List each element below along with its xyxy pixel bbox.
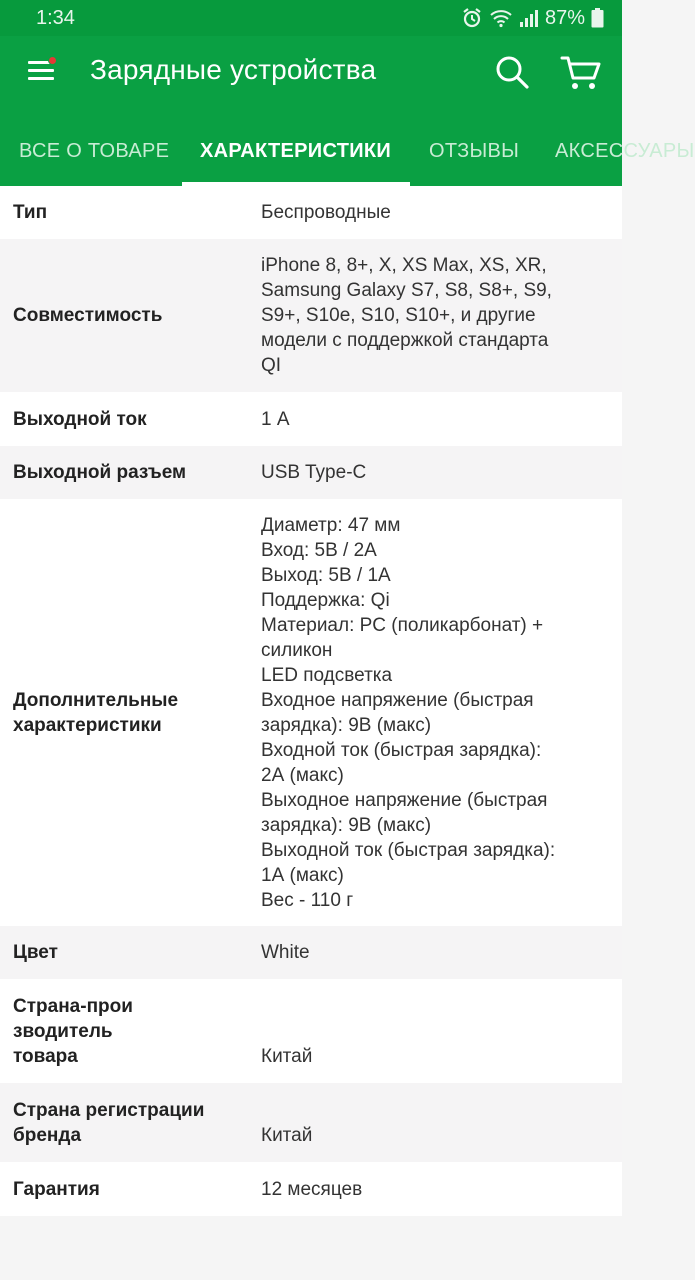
app-bar <box>0 36 622 108</box>
spec-key: Страна-прои зводитель товара <box>13 996 133 1067</box>
spec-value: USB Type-C <box>261 462 367 483</box>
spec-value: White <box>261 942 310 963</box>
spec-row-brand-country <box>0 1083 622 1162</box>
search-icon[interactable] <box>494 54 530 95</box>
spec-key: Гарантия <box>13 1178 100 1200</box>
spec-key: Совместимость <box>13 305 163 326</box>
spec-value: 1 А <box>261 408 290 430</box>
spec-key: Выходной ток <box>13 408 147 430</box>
spec-row-warranty <box>0 1162 622 1216</box>
spec-key: Страна регистрации бренда <box>13 1100 205 1146</box>
menu-icon[interactable] <box>28 58 58 84</box>
battery-percent: 87% <box>544 6 585 29</box>
tab-bar <box>0 108 695 186</box>
spec-key: Выходной разъем <box>13 462 187 483</box>
spec-row-compatibility <box>0 239 622 392</box>
wifi-icon <box>489 8 513 28</box>
spec-value: Китай <box>261 1046 313 1067</box>
cart-icon[interactable] <box>560 54 602 97</box>
signal-icon <box>519 8 539 28</box>
specs-table <box>0 186 622 1216</box>
spec-value: 12 месяцев <box>261 1178 363 1200</box>
spec-row-output-connector <box>0 446 622 499</box>
spec-value: Китай <box>261 1125 313 1146</box>
tab-characteristics[interactable]: ХАРАКТЕРИСТИКИ <box>200 140 392 162</box>
notification-dot <box>48 56 57 65</box>
spec-row-country-origin <box>0 979 622 1083</box>
spec-key: Дополнительные характеристики <box>13 689 179 736</box>
spec-key: Цвет <box>13 942 58 963</box>
spec-row-additional <box>0 499 622 926</box>
spec-row-type <box>0 186 622 239</box>
battery-icon <box>591 8 604 28</box>
status-bar <box>0 0 622 36</box>
status-icons <box>461 6 604 30</box>
spec-row-output-current <box>0 392 622 446</box>
spec-key: Тип <box>13 202 48 223</box>
page-title: Зарядные устройства <box>90 54 377 85</box>
spec-value: Диаметр: 47 мм Вход: 5В / 2А Выход: 5В / 1А Поддержка: Qi Материал: PC (поликарбонат) + силикон LED подсветка Входное напряжение (быстрая зарядка): 9В (макс) Входной ток (быстрая зарядка): 2А (макс) Выходное напряжение (быстрая зарядка): 9В (макс) Выходной ток (быстрая зарядка): 1А (макс) Вес - 110 г <box>261 514 556 911</box>
alarm-icon <box>461 7 483 29</box>
status-time: 1:34 <box>36 7 75 29</box>
spec-value: iPhone 8, 8+, X, XS Max, XS, XR, Samsung Galaxy S7, S8, S8+, S9, S9+, S10e, S10, S10+, и другие модели с поддержкой стандарта QI <box>261 255 552 376</box>
tab-reviews[interactable]: ОТЗЫВЫ <box>429 140 520 162</box>
spec-row-color <box>0 926 622 979</box>
spec-value: Беспроводные <box>261 202 391 223</box>
tab-about[interactable]: ВСЕ О ТОВАРЕ <box>19 140 170 162</box>
tab-accessories[interactable]: АКСЕССУАРЫ <box>555 140 695 162</box>
